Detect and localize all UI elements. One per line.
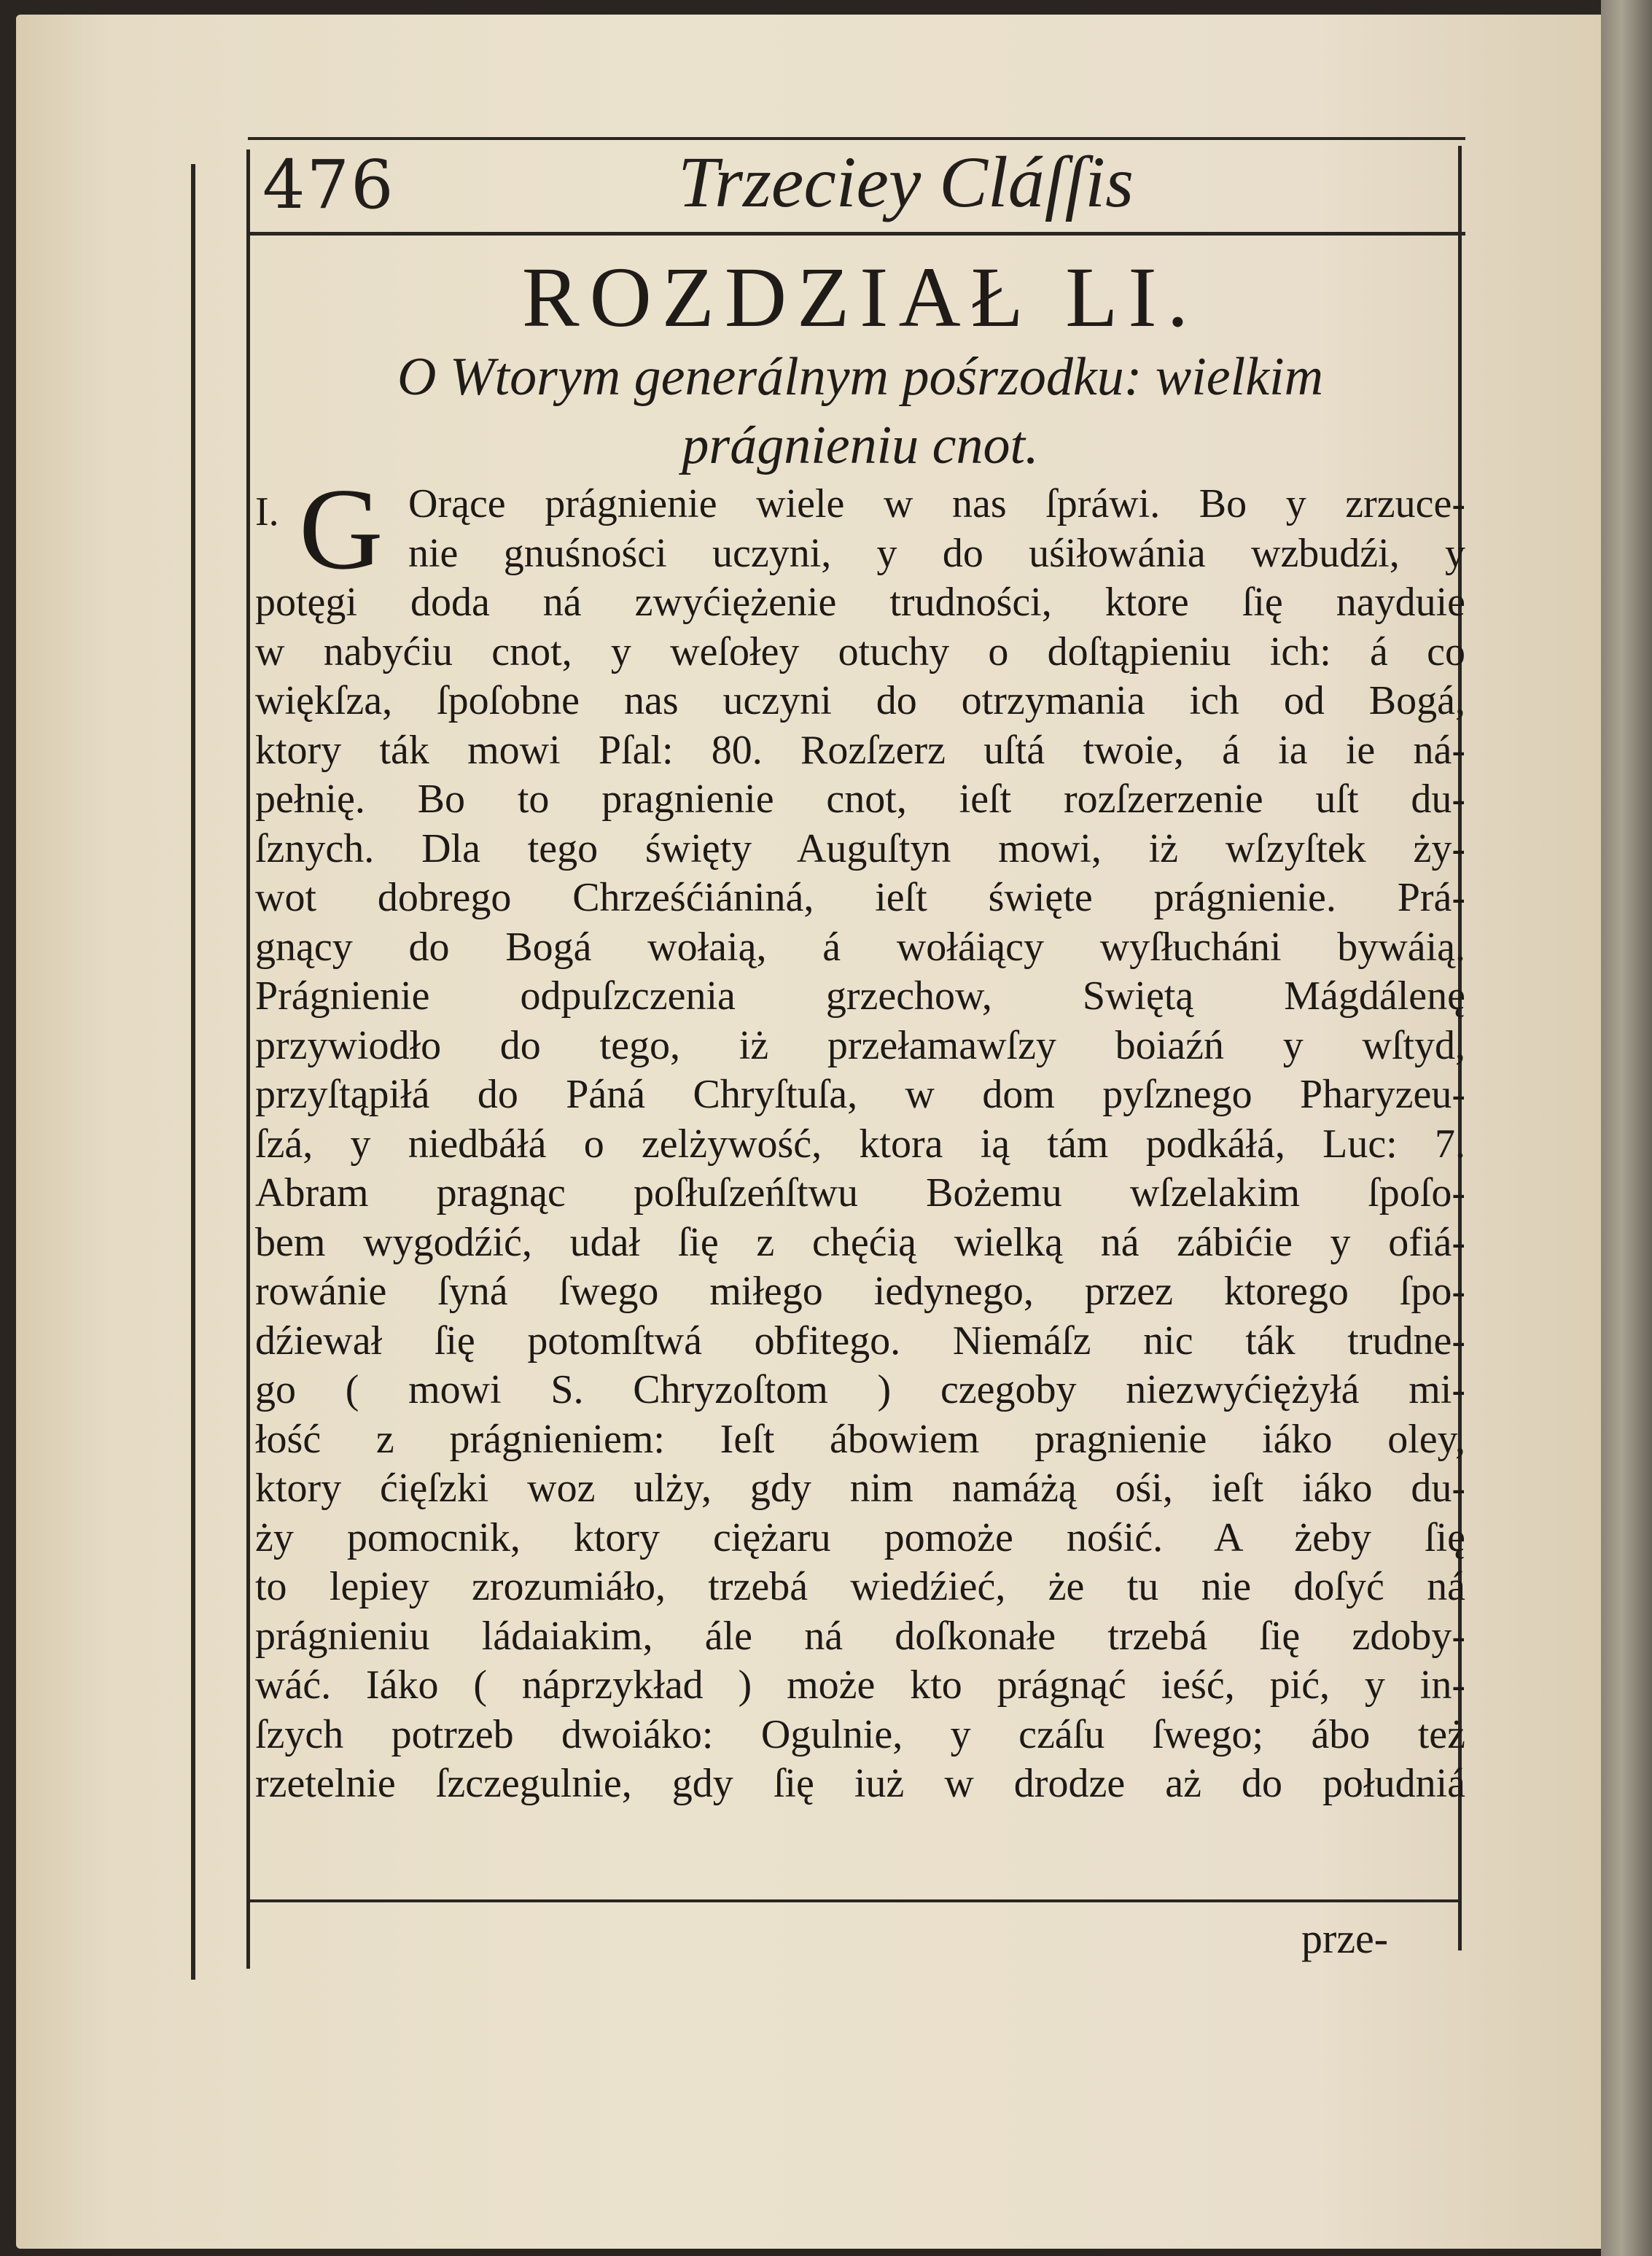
running-head: Trzeciey Cláſſis: [678, 141, 1134, 222]
text-line: bem wygodźić, udał ſię z chęćią wielką ná zábićie y ofiá-: [255, 1219, 1465, 1265]
text-line: dźiewał ſię potomſtwá obfitego. Niemáſz nic ták trudne-: [255, 1318, 1465, 1364]
text-line: ſznych. Dla tego święty Auguſtyn mowi, iż wſzyſtek ży-: [255, 825, 1465, 871]
text-line: potęgi doda ná zwyćiężenie trudności, ktore ſię nayduie: [255, 580, 1465, 625]
text-line: nie gnuśności uczyni, y do uśiłowánia wzbudźi, y: [408, 530, 1465, 576]
section-number: I.: [255, 489, 279, 534]
text-line: przyſtąpiłá do Páná Chryſtuſa, w dom pyſznego Pharyzeu-: [255, 1072, 1465, 1117]
text-line: ſzych potrzeb dwoiáko: Ogulnie, y czáſu ſwego; ábo też: [255, 1711, 1465, 1757]
text-line: prágnieniu ládaiakim, ále ná doſkonałe trzebá ſię zdoby-: [255, 1613, 1465, 1659]
subtitle-line: O Wtorym generálnym pośrzodku: wielkim: [397, 347, 1324, 407]
left-outer-rule: [191, 164, 195, 1980]
header-bottom-rule: [248, 232, 1465, 236]
text-line: Abram pragnąc poſłuſzeńſtwu Bożemu wſzelakim ſpoſo-: [255, 1170, 1465, 1215]
text-line: rzetelnie ſzczegulnie, gdy ſię iuż w drodze aż do południá: [255, 1761, 1465, 1806]
subtitle-line: prágnieniu cnot.: [682, 416, 1039, 475]
text-line: łość z prágnieniem: Ieſt ábowiem pragnienie iáko oley,: [255, 1416, 1465, 1462]
text-line: ſzá, y niedbáłá o zelżywość, ktora ią tám podkáłá, Luc: 7.: [255, 1121, 1465, 1167]
text-line: ktory ćięſzki woz ulży, gdy nim namáżą ośi, ieſt iáko du-: [255, 1466, 1465, 1511]
text-line: przywiodło do tego, iż przełamawſzy boiaźń y wſtyd,: [255, 1022, 1465, 1068]
text-line: ży pomocnik, ktory ciężaru pomoże nośić. A żeby ſię: [255, 1514, 1465, 1560]
chapter-title: ROZDZIAŁ LI.: [521, 249, 1199, 345]
text-line: go ( mowi S. Chryzoſtom ) czegoby niezwyćiężyłá mi-: [255, 1367, 1465, 1412]
text-line: wot dobrego Chrześćiániná, ieſt święte prágnienie. Prá-: [255, 875, 1465, 920]
text-line: Orące prágnienie wiele w nas ſpráwi. Bo y zrzuce-: [408, 481, 1465, 526]
book-edge: [1601, 0, 1652, 2256]
catchword: prze-: [1301, 1915, 1389, 1962]
text-line: Prágnienie odpuſzczenia grzechow, Swiętą Mágdálenę: [255, 973, 1465, 1019]
bottom-rule: [248, 1899, 1462, 1902]
left-inner-rule: [246, 149, 250, 1969]
chapter-subtitle: [255, 343, 1465, 480]
text-line: rowánie ſyná ſwego miłego iedynego, przez ktorego ſpo-: [255, 1269, 1465, 1314]
text-line: to lepiey zrozumiáło, trzebá wiedźieć, że tu nie doſyć ná: [255, 1564, 1465, 1609]
page-number: 476: [262, 146, 395, 224]
body-text: [255, 480, 1465, 1809]
text-line: wáć. Iáko ( náprzykład ) może kto prágnąć ieść, pić, y in-: [255, 1662, 1465, 1708]
text-line: pełnię. Bo to pragnienie cnot, ieſt rozſzerzenie uſt du-: [255, 777, 1465, 822]
text-line: więkſza, ſpoſobne nas uczyni do otrzymania ich od Bogá,: [255, 678, 1465, 723]
drop-cap: G: [299, 464, 383, 594]
text-line: gnący do Bogá wołaią, á wołáiący wyſłucháni bywáią.: [255, 924, 1465, 970]
text-line: ktory ták mowi Pſal: 80. Rozſzerz uſtá twoie, á ia ie ná-: [255, 727, 1465, 773]
text-line: w nabyćiu cnot, y weſołey otuchy o doſtąpieniu ich: á co: [255, 629, 1465, 674]
